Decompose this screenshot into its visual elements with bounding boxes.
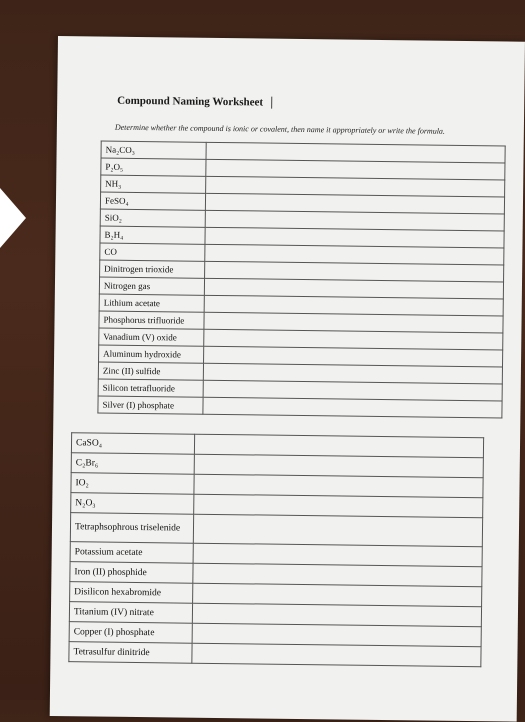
compound-cell: Dinitrogen trioxide	[100, 260, 205, 278]
compound-cell: NH₃	[101, 175, 206, 193]
compound-cell: Titanium (IV) nitrate	[69, 602, 192, 624]
compound-cell: Aluminum hydroxide	[99, 345, 204, 363]
compound-cell: Tetrasulfur dinitride	[69, 642, 192, 664]
compound-cell: P₂O₅	[101, 158, 206, 176]
answer-cell[interactable]	[193, 514, 482, 547]
compound-cell: Na₂CO₃	[101, 141, 206, 159]
compound-cell: FeSO₄	[100, 192, 205, 210]
answer-cell[interactable]	[203, 397, 502, 418]
compound-cell: Zinc (II) sulfide	[98, 362, 203, 380]
compound-cell: Potassium acetate	[70, 542, 193, 564]
compound-cell: Silver (I) phosphate	[98, 396, 203, 414]
compound-cell: CO	[100, 243, 205, 261]
compound-cell: N₂O₃	[71, 493, 194, 515]
compound-cell: SiO₂	[100, 209, 205, 227]
table-row	[98, 396, 502, 418]
compound-cell: Vanadium (V) oxide	[99, 328, 204, 346]
compound-cell: Lithium acetate	[99, 294, 204, 312]
compound-cell: Phosphorus trifluoride	[99, 311, 204, 329]
compound-table-2	[68, 432, 484, 667]
compound-cell: CaSO₄	[71, 433, 194, 455]
compound-cell: Tetraphsophrous triselenide	[70, 513, 193, 544]
worksheet-title: Compound Naming Worksheet	[117, 95, 272, 109]
compound-cell: Iron (II) phosphide	[70, 562, 193, 584]
answer-cell[interactable]	[192, 643, 481, 667]
compound-table-1	[97, 141, 505, 419]
compound-cell: B₂H₄	[100, 226, 205, 244]
compound-cell: Disilicon hexabromide	[70, 582, 193, 604]
compound-cell: IO₂	[71, 473, 194, 495]
compound-cell: Silicon tetrafluoride	[98, 379, 203, 397]
worksheet-instructions: Determine whether the compound is ionic or covalent, then name it appropriately or write the formula.	[114, 122, 446, 136]
compound-cell: C₂Br₆	[71, 453, 194, 475]
table-row	[69, 642, 481, 667]
compound-cell: Copper (I) phosphate	[69, 622, 192, 644]
worksheet-page	[50, 36, 525, 722]
card-corner	[0, 188, 26, 248]
compound-cell: Nitrogen gas	[99, 277, 204, 295]
